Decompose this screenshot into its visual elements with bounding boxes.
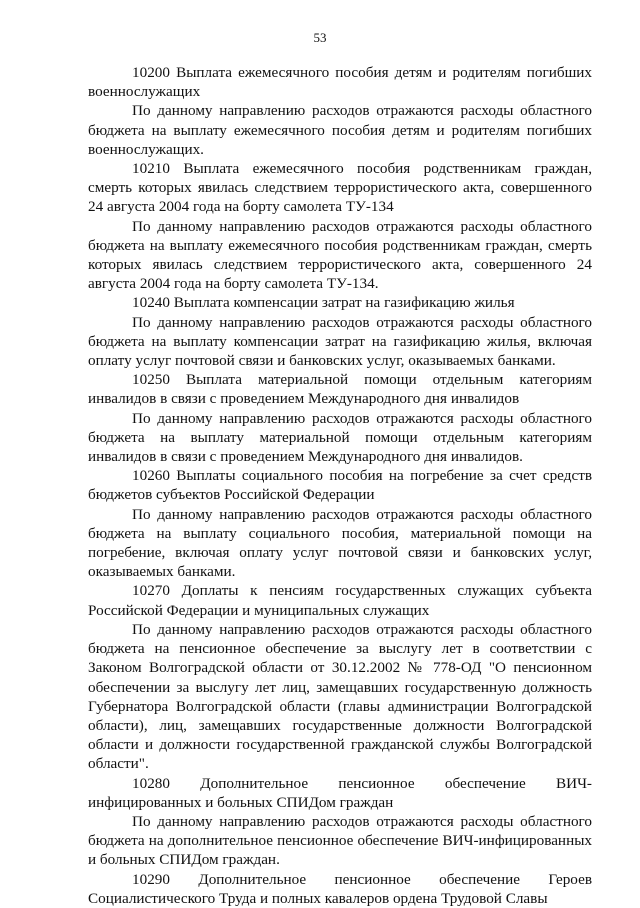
section-body-paragraph: По данному направлению расходов отражаются расходы областного бюджета на выплату компенсации затрат на газификацию жилья, включая оплату услуг почтовой связи и банковских услуг, оказываемых банками. xyxy=(88,313,592,370)
section-heading-paragraph: 10290 Дополнительное пенсионное обеспечение Героев Социалистического Труда и полных кавалеров ордена Трудовой Славы xyxy=(88,870,592,907)
section-heading-paragraph: 10210 Выплата ежемесячного пособия родственникам граждан, смерть которых явилась следствием террористического акта, совершенного 24 августа 2004 года на борту самолета ТУ-134 xyxy=(88,160,592,216)
section-heading-paragraph: 10260 Выплаты социального пособия на погребение за счет средств бюджетов субъектов Российской Федерации xyxy=(88,467,592,504)
section-body-paragraph: По данному направлению расходов отражаются расходы областного бюджета на пенсионное обеспечение за выслугу лет в соответствии с Законом Волгоградской области от 30.12.2002 № 778-ОД "О пенсионном обеспечении за выслугу лет лиц, замещавших государственную должность Губернатора Волгоградской области (главы администрации Волгоградской области), лиц, замещавших государственные должности Волгоградской области и должности государственной гражданской службы Волгоградской области". xyxy=(88,620,592,773)
section-body-paragraph: По данному направлению расходов отражаются расходы областного бюджета на выплату материальной помощи отдельным категориям инвалидов в связи с проведением Международного дня инвалидов. xyxy=(88,409,592,466)
section-heading-paragraph: 10280 Дополнительное пенсионное обеспечение ВИЧ-инфицированных и больных СПИДом граждан xyxy=(88,774,592,811)
section-body-paragraph: По данному направлению расходов отражаются расходы областного бюджета на выплату ежемесячного пособия детям и родителям погибших военнослужащих. xyxy=(88,102,592,158)
document-body xyxy=(88,63,592,908)
section-body-paragraph: По данному направлению расходов отражаются расходы областного бюджета на выплату социального пособия, материальной помощи на погребение, включая оплату услуг почтовой связи и банковских услуг, оказываемых банками. xyxy=(88,505,592,581)
section-heading-paragraph: 10250 Выплата материальной помощи отдельным категориям инвалидов в связи с проведением Международного дня инвалидов xyxy=(88,371,592,408)
section-body-paragraph: По данному направлению расходов отражаются расходы областного бюджета на выплату ежемесячного пособия родственникам граждан, смерть которых явилась следствием террористического акта, совершенного 24 августа 2004 года на борту самолета ТУ-134. xyxy=(88,217,592,293)
section-heading-paragraph: 10240 Выплата компенсации затрат на газификацию жилья xyxy=(132,294,515,312)
page-number: 53 xyxy=(313,30,327,45)
section-body-paragraph: По данному направлению расходов отражаются расходы областного бюджета на дополнительное пенсионное обеспечение ВИЧ-инфицированных и больных СПИДом граждан. xyxy=(88,812,592,869)
section-heading-paragraph: 10270 Доплаты к пенсиям государственных служащих субъекта Российской Федерации и муниципальных служащих xyxy=(88,582,592,619)
section-heading-paragraph: 10200 Выплата ежемесячного пособия детям и родителям погибших военнослужащих xyxy=(88,64,592,101)
